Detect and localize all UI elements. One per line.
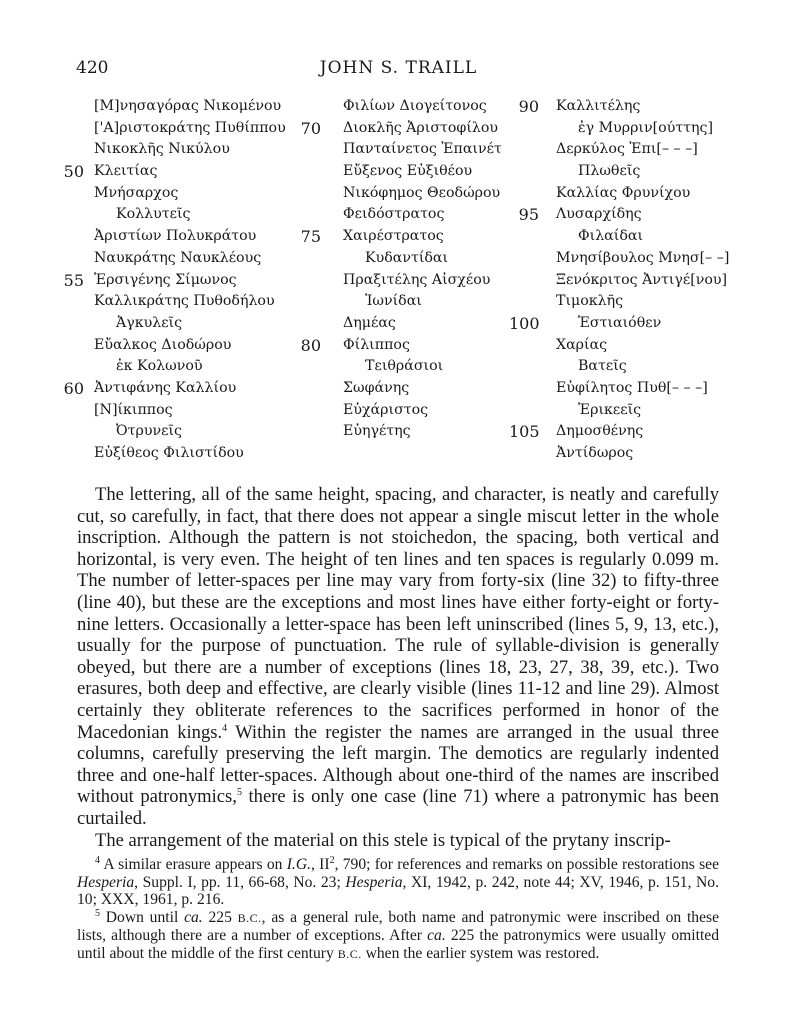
personal-name: Πραξιτέλης Αἰσχέου (343, 271, 491, 288)
line-number: 90 (518, 97, 539, 116)
demotic-name: Ἀγκυλεῖς (116, 314, 183, 331)
footnote-5 (77, 909, 719, 964)
personal-name: Διοκλῆς Ἀριστοφίλου (343, 119, 499, 136)
line-number: 105 (509, 422, 540, 442)
footnote-4-text: , XI, 1942, p. 242, note 44; XV, 1946, p. 151, No. 10; XXX, 1961, p. 216. (77, 873, 719, 909)
footnote-4-hesperia: Hesperia (77, 873, 135, 891)
footnote-5-mark: 5 (95, 907, 100, 919)
body-text (77, 484, 719, 851)
demotic-name: Ἑστιαιόθεν (578, 314, 662, 331)
demotic-name: Βατεῖς (578, 358, 627, 375)
personal-name: Ξενόκριτος Ἀντιγέ[νου] (556, 271, 728, 288)
personal-name: Ἐρσιγένης Σίμωνος (94, 271, 237, 288)
personal-name: ['Α]ριστοκράτης Πυθίππου (94, 119, 286, 136)
personal-name: Χαρίας (556, 336, 608, 353)
footnote-4-text: , Suppl. I, pp. 11, 66-68, No. 23; (134, 873, 346, 891)
personal-name: Φειδόστρατος (343, 206, 445, 223)
demotic-name: Πλωθεῖς (578, 163, 641, 180)
demotic-name: Φιλαίδαι (578, 228, 644, 245)
personal-name: Κλειτίας (94, 163, 158, 180)
demotic-name: Κυδαντίδαι (365, 249, 449, 266)
paragraph-1-text-a: The lettering, all of the same height, spacing, and character, is neatly and carefully cut, so carefully, in fact, that there does not appear a single miscut letter in the whole inscription. Although the pattern is not stoichedon, the spacing, both vertical and horizontal, is very even. The height of ten lines and ten spaces is regularly 0.099 m. The number of letter-spaces per line may vary from forty-six (line 32) to fifty-three (line 40), but these are the exceptions and most lines have either forty-eight or forty-nine letters. Occasionally a letter-space has been left uninscribed (lines 5, 9, 13, etc.), usually for the purpose of punctuation. The rule of syllable-division is generally obeyed, but there are a number of exceptions (lines 18, 23, 27, 38, 39, etc.). Two erasures, both deep and effective, are clearly visible (lines 11-12 and line 29). Almost certainly they obliterate references to the sacrifices performed in honor of the Macedonian kings. (77, 484, 719, 743)
line-number: 50 (63, 162, 84, 182)
demotic-name: Τειθράσιοι (365, 358, 444, 375)
demotic-name: Ἰωνίδαι (365, 293, 422, 310)
personal-name: Ναυκράτης Ναυκλέους (94, 249, 262, 266)
personal-name: Ἀντιφάνης Καλλίου (94, 379, 237, 396)
personal-name: Σωφάνης (343, 379, 410, 396)
personal-name: Νικοκλῆς Νικύλου (94, 141, 230, 158)
personal-name: [Ν]ίκιππος (94, 401, 173, 418)
line-number: 100 (509, 313, 540, 333)
personal-name: Εὐχάριστος (343, 401, 429, 418)
line-number: 75 (300, 227, 321, 247)
paragraph-1-text-b: Within the register the names are arranged in the usual three columns, carefully preserving the left margin. The demotics are regularly indented three and one-half letter-spaces. Although about one-third of the names are inscribed without patronymics, (77, 721, 719, 808)
personal-name: Δημοσθένης (556, 423, 644, 440)
line-number: 95 (518, 205, 539, 225)
personal-name: Φιλίων Διογείτονος (343, 98, 487, 114)
paragraph-1-text-c: there is only one case (line 71) where a patronymic has been curtailed. (77, 786, 720, 829)
line-number: 60 (63, 378, 84, 398)
demotic-name: ἐκ Κολωνοῦ (116, 358, 203, 375)
footnotes (77, 856, 719, 964)
footnote-5-text: Down until (100, 908, 185, 926)
personal-name: Δημέας (343, 314, 396, 331)
personal-name: Μνήσαρχος (94, 184, 179, 201)
footnote-ref-5: 5 (236, 787, 242, 799)
footnote-4-sup: 2 (329, 854, 335, 866)
demotic-name: Ἐρικεεῖς (578, 401, 642, 418)
line-number: 55 (63, 270, 84, 290)
footnote-4 (77, 856, 719, 909)
personal-name: Μνησίβουλος Μνησ[– –] (556, 249, 730, 266)
footnote-ref-4: 4 (222, 722, 228, 734)
footnote-5-bc: B.C. (337, 946, 362, 961)
footnote-5-ca: ca. (184, 908, 203, 926)
footnote-5-text: 225 (202, 908, 238, 926)
demotic-name: ἐγ Μυρριν[ούττης] (578, 119, 714, 136)
personal-name: Καλλιτέλης (556, 98, 641, 114)
personal-name: Εὔξενος Εὐξιθέου (343, 163, 473, 180)
footnote-4-ig: I.G. (286, 856, 311, 873)
personal-name: Ἀντίδωρος (556, 445, 634, 461)
line-number: 70 (300, 118, 321, 138)
personal-name: Δερκύλος Ἐπι[– – –] (556, 141, 698, 158)
personal-name: Χαιρέστρατος (343, 228, 444, 245)
demotic-name: Κολλυτεῖς (116, 206, 191, 223)
footnote-5-text: when the earlier system was restored. (361, 944, 600, 962)
demotic-name: Ὀτρυνεῖς (116, 423, 182, 440)
footnote-5-ca: ca. (427, 927, 446, 945)
personal-name: Εὔαλκος Διοδώρου (94, 336, 232, 353)
personal-name: Ἀριστίων Πολυκράτου (94, 228, 257, 245)
paragraph-1 (77, 484, 719, 830)
personal-name: [Μ]νησαγόρας Νικομένου (94, 98, 282, 114)
footnote-5-text: , as a general rule, both name and patronymic were inscribed on these lists, although there are a number of exceptions. After (77, 908, 720, 945)
line-number: 80 (300, 335, 321, 355)
personal-name: Καλλικράτης Πυθοδήλου (94, 293, 275, 310)
personal-name: Εὐηγέτης (343, 423, 411, 440)
personal-name: Εὐξίθεος Φιλιστίδου (94, 445, 244, 461)
footnote-4-text: , 790; for references and remarks on possible restorations see (334, 856, 719, 873)
footnote-4-text: A similar erasure appears on (100, 856, 287, 873)
personal-name: Φίλιππος (343, 336, 410, 353)
footnote-5-bc: B.C. (237, 910, 262, 925)
paragraph-2: The arrangement of the material on this stele is typical of the prytany inscrip- (95, 829, 671, 851)
page-number: 420 (76, 58, 109, 78)
personal-name: Νικόφημος Θεοδώρου (343, 184, 501, 201)
personal-name: Καλλίας Φρυνίχου (556, 184, 691, 201)
personal-name: Εὐφίλητος Πυθ[– – –] (556, 379, 708, 396)
footnote-5-text: 225 the patronymics were usually omitted until about the middle of the first century (77, 927, 719, 962)
personal-name: Πανταίνετος Ἐπαινέτ (343, 141, 502, 158)
running-head: JOHN S. TRAILL (319, 58, 478, 78)
footnote-4-text: , II (311, 856, 330, 873)
personal-name: Λυσαρχίδης (556, 206, 642, 223)
personal-name: Τιμοκλῆς (556, 293, 624, 310)
footnote-4-hesperia: Hesperia (345, 873, 403, 891)
footnote-4-mark: 4 (95, 854, 100, 866)
